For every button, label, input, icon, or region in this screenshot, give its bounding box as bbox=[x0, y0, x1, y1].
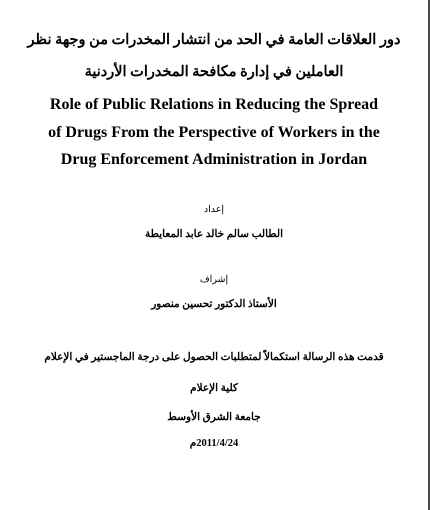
supervision-label: إشراف bbox=[199, 275, 229, 285]
submission-statement: قدمت هذه الرسالة استكمالاً لمتطلبات الحصول على درجة الماجستير في الإعلام bbox=[44, 352, 384, 363]
supervisor-name: الأستاذ الدكتور تحسين منصور bbox=[151, 299, 277, 310]
university-name: جامعة الشرق الأوسط bbox=[167, 412, 261, 423]
prepared-by-label: إعداد bbox=[203, 205, 225, 215]
faculty-name: كلية الإعلام bbox=[190, 383, 238, 394]
english-title-line-1: Role of Public Relations in Reducing the Spread bbox=[49, 96, 379, 113]
arabic-title-line-1: دور العلاقات العامة في الحد من انتشار المخدرات من وجهة نظر bbox=[27, 32, 401, 48]
submission-date: 2011/4/24م bbox=[189, 438, 239, 449]
english-title-line-2: of Drugs From the Perspective of Workers in the bbox=[48, 124, 380, 141]
arabic-title-line-2: العاملين في إدارة مكافحة المخدرات الأردنية bbox=[84, 64, 344, 80]
english-title-line-3: Drug Enforcement Administration in Jordan bbox=[60, 151, 368, 168]
student-name: الطالب سالم خالد عابد المعايطة bbox=[144, 229, 284, 240]
